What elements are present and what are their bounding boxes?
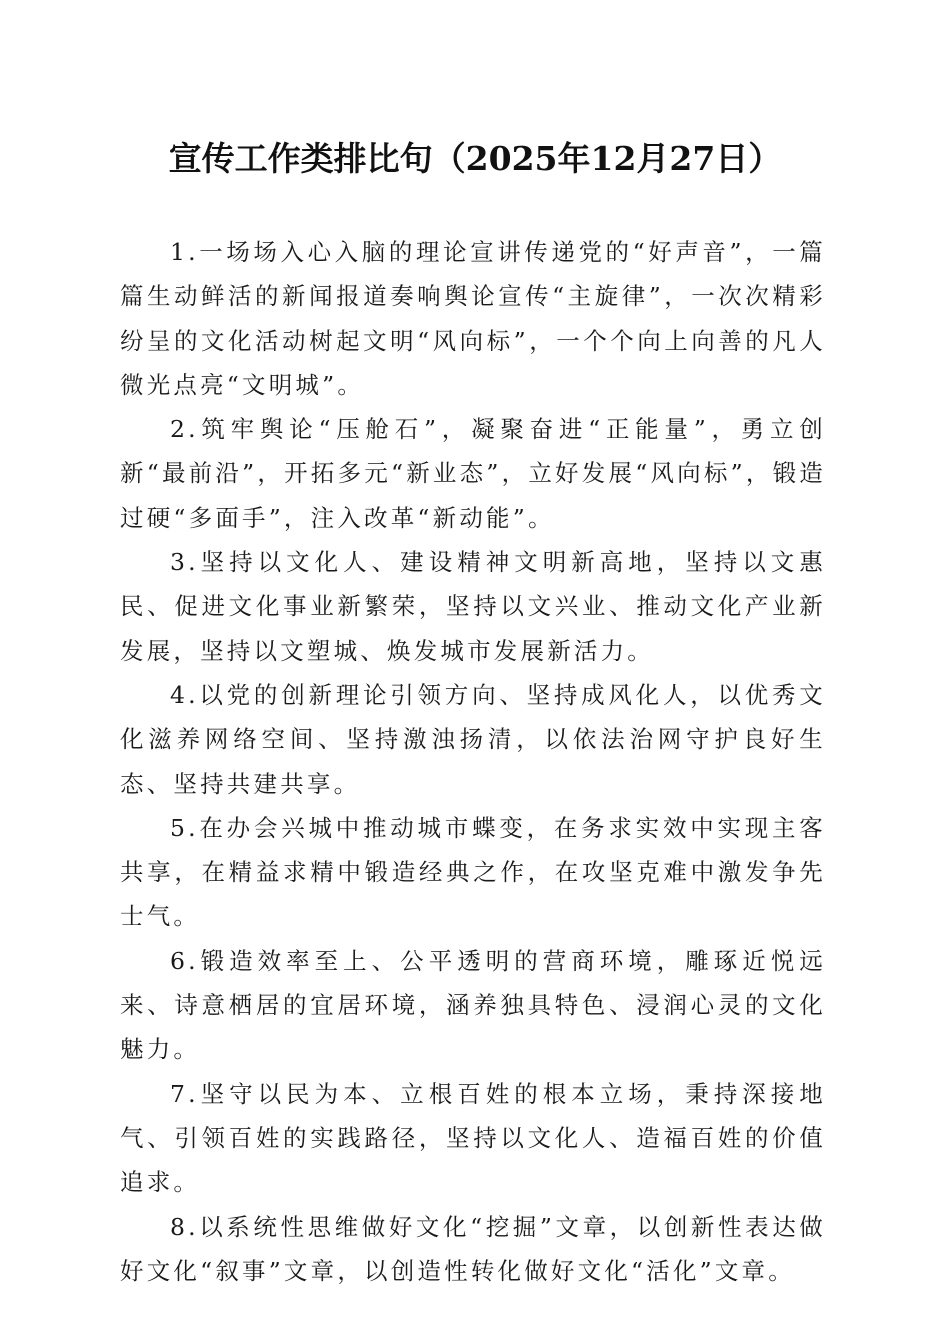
paragraph-4: 4.以党的创新理论引领方向、坚持成风化人，以优秀文化滋养网络空间、坚持激浊扬清，以依法治网守护良好生态、坚持共建共享。 xyxy=(120,680,826,798)
paragraph-5: 5.在办会兴城中推动城市蝶变，在务求实效中实现主客共享，在精益求精中锻造经典之作，在攻坚克难中激发争先士气。 xyxy=(120,813,826,931)
document-body xyxy=(120,230,826,1293)
document-title: 宣传工作类排比句（2025年12月27日） xyxy=(168,139,782,178)
paragraph-6: 6.锻造效率至上、公平透明的营商环境，雕琢近悦远来、诗意栖居的宜居环境，涵养独具特色、浸润心灵的文化魅力。 xyxy=(120,946,826,1064)
paragraph-3: 3.坚持以文化人、建设精神文明新高地，坚持以文惠民、促进文化事业新繁荣，坚持以文兴业、推动文化产业新发展，坚持以文塑城、焕发城市发展新活力。 xyxy=(120,548,826,665)
paragraph-1: 1.一场场入心入脑的理论宣讲传递党的“好声音”，一篇篇生动鲜活的新闻报道奏响舆论宣传“主旋律”，一次次精彩纷呈的文化活动树起文明“风向标”，一个个向上向善的凡人微光点亮“文明城”。 xyxy=(120,238,826,399)
paragraph-7: 7.坚守以民为本、立根百姓的根本立场，秉持深接地气、引领百姓的实践路径，坚持以文化人、造福百姓的价值追求。 xyxy=(120,1079,826,1197)
paragraph-8: 8.以系统性思维做好文化“挖掘”文章，以创新性表达做好文化“叙事”文章，以创造性转化做好文化“活化”文章。 xyxy=(120,1212,826,1285)
paragraph-2: 2.筑牢舆论“压舱石”，凝聚奋进“正能量”，勇立创新“最前沿”，开拓多元“新业态”，立好发展“风向标”，锻造过硬“多面手”，注入改革“新动能”。 xyxy=(120,415,826,532)
